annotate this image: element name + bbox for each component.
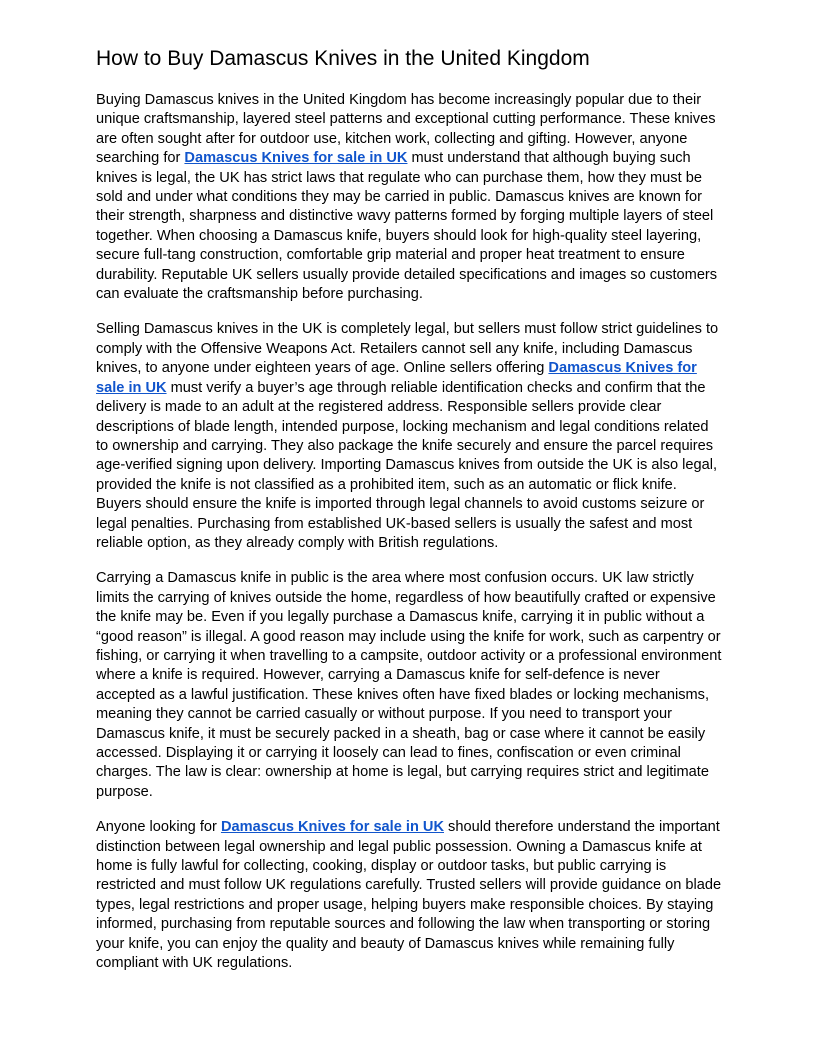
damascus-knives-link-1[interactable]: Damascus Knives for sale in UK — [184, 150, 408, 167]
paragraph-1-text-b: must understand that although buying such knives is legal, the UK has strict laws that regulate who can purchase them, how they must be sold and under what conditions they may be carried in public. Damascus knives are known for their strength, sharpness and distinctive wavy patterns formed by forging multiple layers of steel together. When choosing a Damascus knife, buyers should look for high-quality steel layering, secure full-tang construction, comfortable grip material and proper heat treatment to ensure durability. Reputable UK sellers usually provide detailed specifications and images so customers can evaluate the craftsmanship before purchasing. — [96, 150, 718, 303]
paragraph-4-text-a: Anyone looking for — [96, 819, 221, 836]
damascus-knives-link-2[interactable]: Damascus Knives for sale in UK — [96, 360, 697, 396]
paragraph-1 — [96, 91, 722, 304]
paragraph-2 — [96, 320, 722, 553]
paragraph-3: Carrying a Damascus knife in public is the area where most confusion occurs. UK law strictly limits the carrying of knives outside the home, regardless of how beautifully crafted or expensive the knife may be. Even if you legally purchase a Damascus knife, carrying it in public without a “good reason” is illegal. A good reason may include using the knife for work, such as carpentry or fishing, or carrying it when travelling to a campsite, outdoor activity or a professional environment where a knife is required. However, carrying a Damascus knife for self-defence is never accepted as a lawful justification. These knives often have fixed blades or locking mechanisms, meaning they cannot be carried casually or without purpose. If you need to transport your Damascus knife, it must be securely packed in a sheath, bag or case where it cannot be easily accessed. Displaying it or carrying it loosely can lead to fines, confiscation or even criminal charges. The law is clear: ownership at home is legal, but carrying requires strict and legitimate purpose. — [96, 570, 722, 800]
paragraph-1-text-a: Buying Damascus knives in the United Kingdom has become increasingly popular due to their unique craftsmanship, layered steel patterns and exceptional cutting performance. These knives are often sought after for outdoor use, kitchen work, collecting and gifting. However, anyone searching for — [96, 92, 716, 167]
paragraph-2-text-a: Selling Damascus knives in the UK is completely legal, but sellers must follow strict guidelines to comply with the Offensive Weapons Act. Retailers cannot sell any knife, including Damascus knives, to anyone under eighteen years of age. Online sellers offering — [96, 321, 719, 377]
paragraph-2-text-b: must verify a buyer’s age through reliable identification checks and confirm that the delivery is made to an adult at the registered address. Responsible sellers provide clear descriptions of blade length, intended purpose, locking mechanism and legal conditions related to ownership and carrying. They also package the knife securely and ensure the parcel requires age-verified signing upon delivery. Importing Damascus knives from outside the UK is also legal, provided the knife is not classified as a prohibited item, such as an automatic or flick knife. Buyers should ensure the knife is imported through legal channels to avoid customs seizure or legal penalties. Purchasing from established UK-based sellers is usually the safest and most reliable option, as they already comply with British regulations. — [96, 379, 718, 551]
paragraph-4-text-b: should therefore understand the important distinction between legal ownership and legal public possession. Owning a Damascus knife at home is fully lawful for collecting, cooking, display or outdoor tasks, but public carrying is restricted and must follow UK regulations carefully. Trusted sellers will provide guidance on blade types, legal restrictions and proper usage, helping buyers make responsible choices. By staying informed, purchasing from reputable sources and following the law when transporting or storing your knife, you can enjoy the quality and beauty of Damascus knives while remaining fully compliant with UK regulations. — [96, 819, 722, 972]
page-title: How to Buy Damascus Knives in the United Kingdom — [96, 47, 590, 70]
paragraph-4 — [96, 818, 722, 973]
damascus-knives-link-3[interactable]: Damascus Knives for sale in UK — [220, 819, 444, 836]
document-page — [96, 44, 722, 989]
